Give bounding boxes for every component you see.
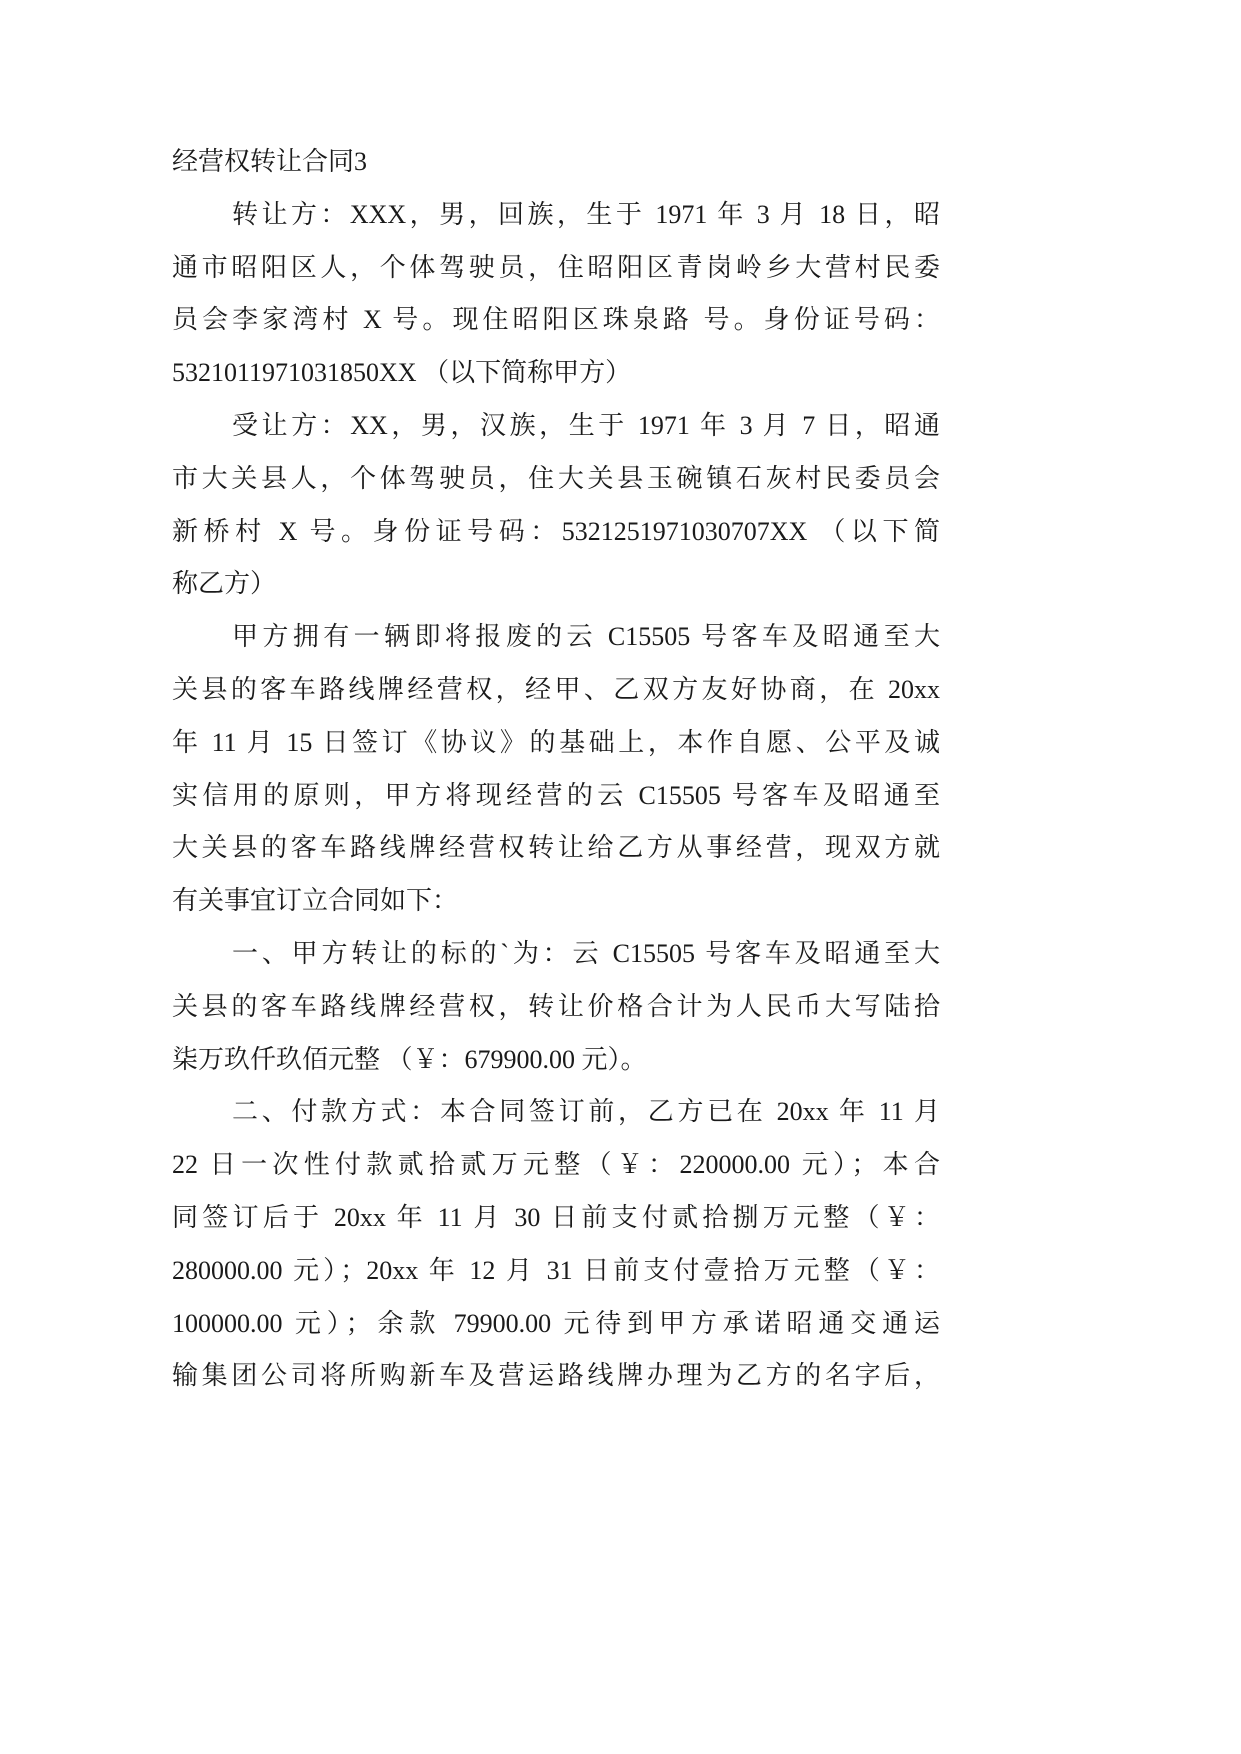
paragraph-line: 受让方：XX，男，汉族，生于 1971 年 3 月 7 日，昭通 xyxy=(232,410,940,440)
paragraph-line: 100000.00 元）；余款 79900.00 元待到甲方承诺昭通交通运 xyxy=(172,1308,940,1338)
paragraph-line: 员会李家湾村 X 号。现住昭阳区珠泉路 号。身份证号码： xyxy=(172,305,940,335)
paragraph-line: 新桥村 X 号。身份证号码：5321251971030707XX （以下简 xyxy=(172,516,940,546)
paragraph-line: 转让方：XXX，男，回族，生于 1971 年 3 月 18 日，昭 xyxy=(232,199,940,229)
paragraph-background xyxy=(172,611,940,928)
paragraph-line: 关县的客车路线牌经营权，经甲、乙双方友好协商，在 20xx xyxy=(172,674,940,704)
paragraph-line: 通市昭阳区人，个体驾驶员，住昭阳区青岗岭乡大营村民委 xyxy=(172,252,940,282)
paragraph-line: 有关事宜订立合同如下： xyxy=(172,886,459,916)
clause-1-subject xyxy=(172,928,940,1086)
paragraph-line: 22 日一次性付款贰拾贰万元整（￥：220000.00 元）；本合 xyxy=(172,1150,940,1180)
paragraph-line: 甲方拥有一辆即将报废的云 C15505 号客车及昭通至大 xyxy=(232,622,940,652)
paragraph-line: 称乙方） xyxy=(172,569,277,599)
paragraph-transferee xyxy=(172,400,940,611)
paragraph-line: 实信用的原则，甲方将现经营的云 C15505 号客车及昭通至 xyxy=(172,780,940,810)
paragraph-line: 大关县的客车路线牌经营权转让给乙方从事经营，现双方就 xyxy=(172,833,940,863)
paragraph-line: 5321011971031850XX （以下简称甲方） xyxy=(172,358,632,388)
paragraph-line: 二、付款方式：本合同签订前，乙方已在 20xx 年 11 月 xyxy=(232,1097,940,1127)
paragraph-line: 同签订后于 20xx 年 11 月 30 日前支付贰拾捌万元整（￥： xyxy=(172,1202,940,1232)
paragraph-line: 柒万玖仟玖佰元整 （￥：679900.00 元）。 xyxy=(172,1044,647,1074)
paragraph-line: 一、甲方转让的标的`为：云 C15505 号客车及昭通至大 xyxy=(232,938,940,968)
paragraph-line: 年 11 月 15 日签订《协议》的基础上，本作自愿、公平及诚 xyxy=(172,727,940,757)
paragraph-line: 市大关县人，个体驾驶员，住大关县玉碗镇石灰村民委员会 xyxy=(172,463,940,493)
paragraph-line: 输集团公司将所购新车及营运路线牌办理为乙方的名字后， xyxy=(172,1361,940,1391)
paragraph-transferor xyxy=(172,189,940,400)
paragraph-line: 280000.00 元）；20xx 年 12 月 31 日前支付壹拾万元整（￥： xyxy=(172,1255,940,1285)
clause-2-payment xyxy=(172,1086,940,1403)
document-title: 经营权转让合同3 xyxy=(172,147,368,176)
paragraph-line: 关县的客车路线牌经营权，转让价格合计为人民币大写陆拾 xyxy=(172,991,940,1021)
document-page xyxy=(172,136,940,1403)
